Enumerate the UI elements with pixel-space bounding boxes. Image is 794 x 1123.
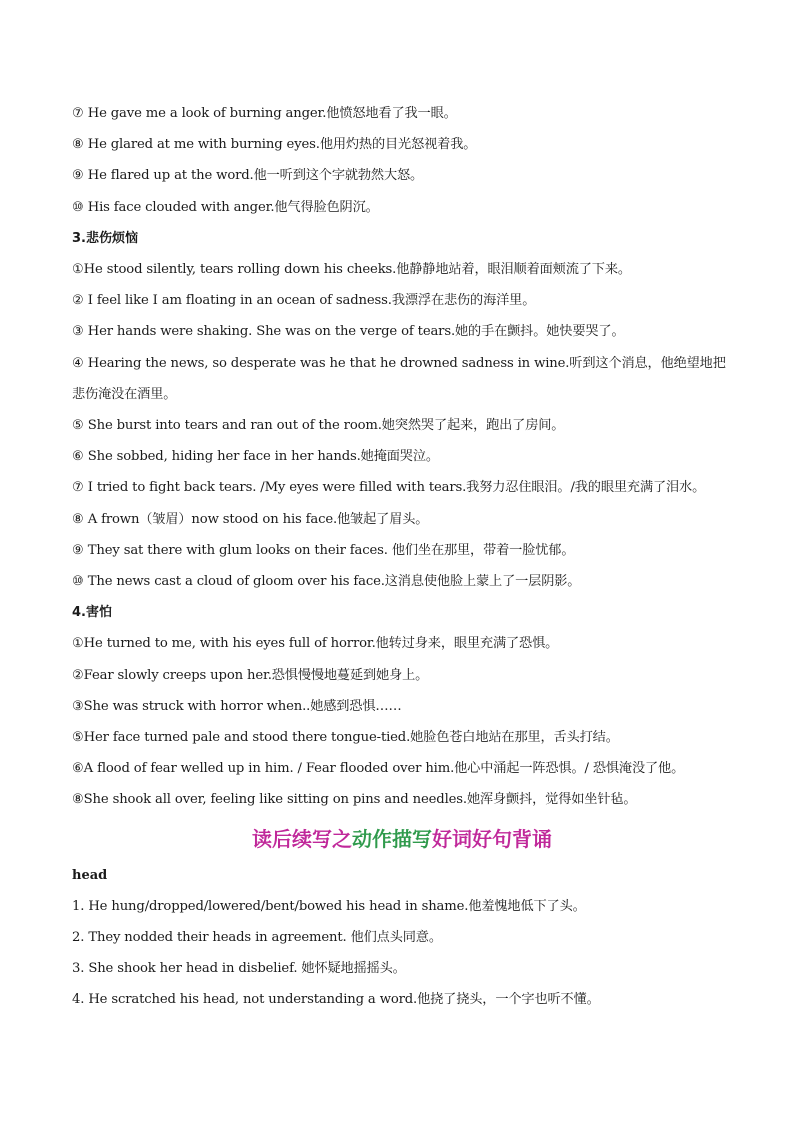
banner-part-3: 好词好句背诵 <box>432 826 552 851</box>
fear-line-1: ①He turned to me, with his eyes full of horror.他转过身来，眼里充满了恐惧。 <box>72 636 559 652</box>
sad-line-1: ①He stood silently, tears rolling down his cheeks.他静静地站着，眼泪顺着面颊流了下来。 <box>72 262 631 278</box>
sad-line-3: ③ Her hands were shaking. She was on the verge of tears.她的手在颤抖。她快要哭了。 <box>72 324 625 340</box>
sad-line-6: ⑥ She sobbed, hiding her face in her hands.她掩面哭泣。 <box>72 449 439 465</box>
banner-part-2: 动作描写 <box>352 826 432 851</box>
sad-line-2: ② I feel like I am floating in an ocean of sadness.我漂浮在悲伤的海洋里。 <box>72 293 536 309</box>
anger-line-9: ⑨ He flared up at the word.他一听到这个字就勃然大怒。 <box>72 168 424 184</box>
subsection-heading-head: head <box>72 867 108 883</box>
sad-line-4: ④ Hearing the news, so desperate was he that he drowned sadness in wine.听到这个消息，他绝望地把悲伤淹没在酒里。 <box>72 355 726 402</box>
fear-line-2: ②Fear slowly creeps upon her.恐惧慢慢地蔓延到她身上。 <box>72 667 429 683</box>
sad-line-10: ⑩ The news cast a cloud of gloom over his face.这消息使他脸上蒙上了一层阴影。 <box>72 574 581 590</box>
anger-line-10: ⑩ His face clouded with anger.他气得脸色阴沉。 <box>72 199 379 215</box>
document-content <box>72 98 732 1016</box>
sad-line-8: ⑧ A frown（皱眉）now stood on his face.他皱起了眉头。 <box>72 511 429 527</box>
section-heading-sadness: 3.悲伤烦恼 <box>72 230 138 246</box>
anger-line-8: ⑧ He glared at me with burning eyes.他用灼热的目光怒视着我。 <box>72 137 477 153</box>
section-heading-fear: 4.害怕 <box>72 605 112 621</box>
fear-line-6: ⑥A flood of fear welled up in him. / Fear flooded over him.他心中涌起一阵恐惧。/ 恐惧淹没了他。 <box>72 761 685 777</box>
head-line-2: 2. They nodded their heads in agreement. 他们点头同意。 <box>72 930 442 946</box>
sad-line-9: ⑨ They sat there with glum looks on their faces. 他们坐在那里，带着一脸忧郁。 <box>72 542 575 558</box>
head-line-4: 4. He scratched his head, not understanding a word.他挠了挠头，一个字也听不懂。 <box>72 992 600 1008</box>
section-banner-title <box>72 820 732 858</box>
sad-line-5: ⑤ She burst into tears and ran out of the room.她突然哭了起来，跑出了房间。 <box>72 418 565 434</box>
fear-line-8: ⑧She shook all over, feeling like sitting on pins and needles.她浑身颤抖，觉得如坐针毡。 <box>72 792 637 808</box>
head-line-1: 1. He hung/dropped/lowered/bent/bowed his head in shame.他羞愧地低下了头。 <box>72 898 586 914</box>
banner-part-1: 读后续写之 <box>252 826 352 851</box>
anger-line-7: ⑦ He gave me a look of burning anger.他愤怒地看了我一眼。 <box>72 106 457 121</box>
fear-line-3: ③She was struck with horror when..她感到恐惧…… <box>72 698 402 714</box>
fear-line-5: ⑤Her face turned pale and stood there tongue-tied.她脸色苍白地站在那里，舌头打结。 <box>72 730 619 746</box>
head-line-3: 3. She shook her head in disbelief. 她怀疑地摇摇头。 <box>72 961 406 977</box>
sad-line-7: ⑦ I tried to fight back tears. /My eyes were filled with tears.我努力忍住眼泪。/我的眼里充满了泪水。 <box>72 480 706 496</box>
